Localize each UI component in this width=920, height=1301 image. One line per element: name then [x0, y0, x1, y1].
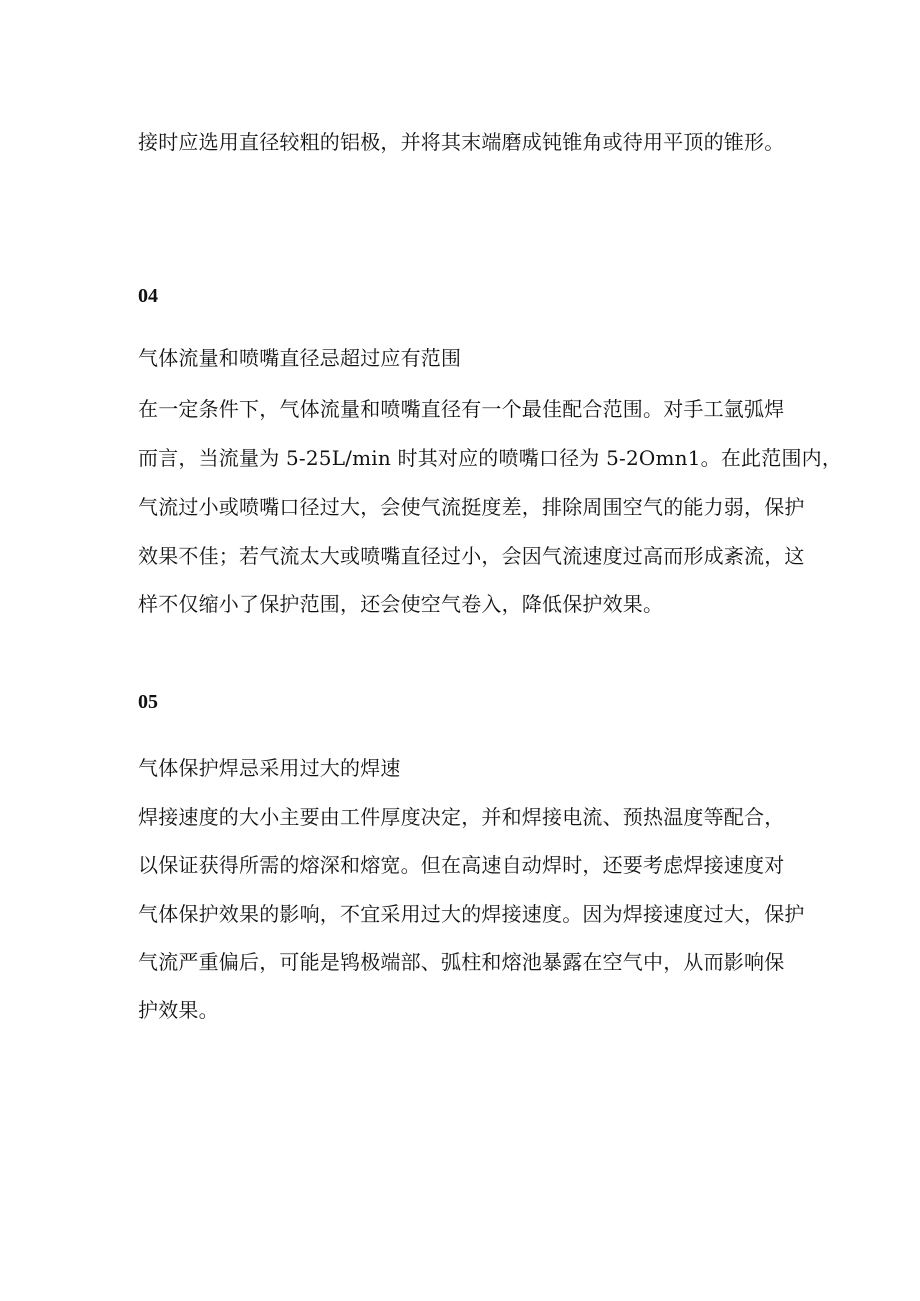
section-04-heading: 气体流量和喷嘴直径忌超过应有范围: [138, 346, 462, 370]
section-04-line-2: 而言，当流量为 5-25L/min 时其对应的喷嘴口径为 5-2Omn1。在此范围内，: [138, 446, 843, 470]
intro-line-1: 接时应选用直径较粗的铝极，并将其末端磨成钝锥角或待用平顶的锥形。: [138, 130, 785, 154]
section-05-heading: 气体保护焊忌采用过大的焊速: [138, 756, 401, 780]
section-05-line-5: 护效果。: [138, 998, 219, 1022]
section-05-line-2: 以保证获得所需的熔深和熔宽。但在高速自动焊时，还要考虑焊接速度对: [138, 853, 785, 877]
section-05-line-3: 气体保护效果的影响，不宜采用过大的焊接速度。因为焊接速度过大，保护: [138, 902, 805, 926]
section-04-line-5: 样不仅缩小了保护范围，还会使空气卷入，降低保护效果。: [138, 592, 664, 616]
section-04-number: 04: [138, 285, 158, 307]
section-05-number: 05: [138, 691, 158, 713]
section-04-line-4: 效果不佳；若气流太大或喷嘴直径过小，会因气流速度过高而形成紊流，这: [138, 544, 805, 568]
section-04-line-3: 气流过小或喷嘴口径过大，会使气流挺度差，排除周围空气的能力弱，保护: [138, 495, 805, 519]
section-05-line-1: 焊接速度的大小主要由工件厚度决定，并和焊接电流、预热温度等配合，: [138, 805, 785, 829]
section-05-line-4: 气流严重偏后，可能是鸨极端部、弧柱和熔池暴露在空气中，从而影响保: [138, 950, 785, 974]
section-04-line-1: 在一定条件下，气体流量和喷嘴直径有一个最佳配合范围。对手工氩弧焊: [138, 397, 785, 421]
